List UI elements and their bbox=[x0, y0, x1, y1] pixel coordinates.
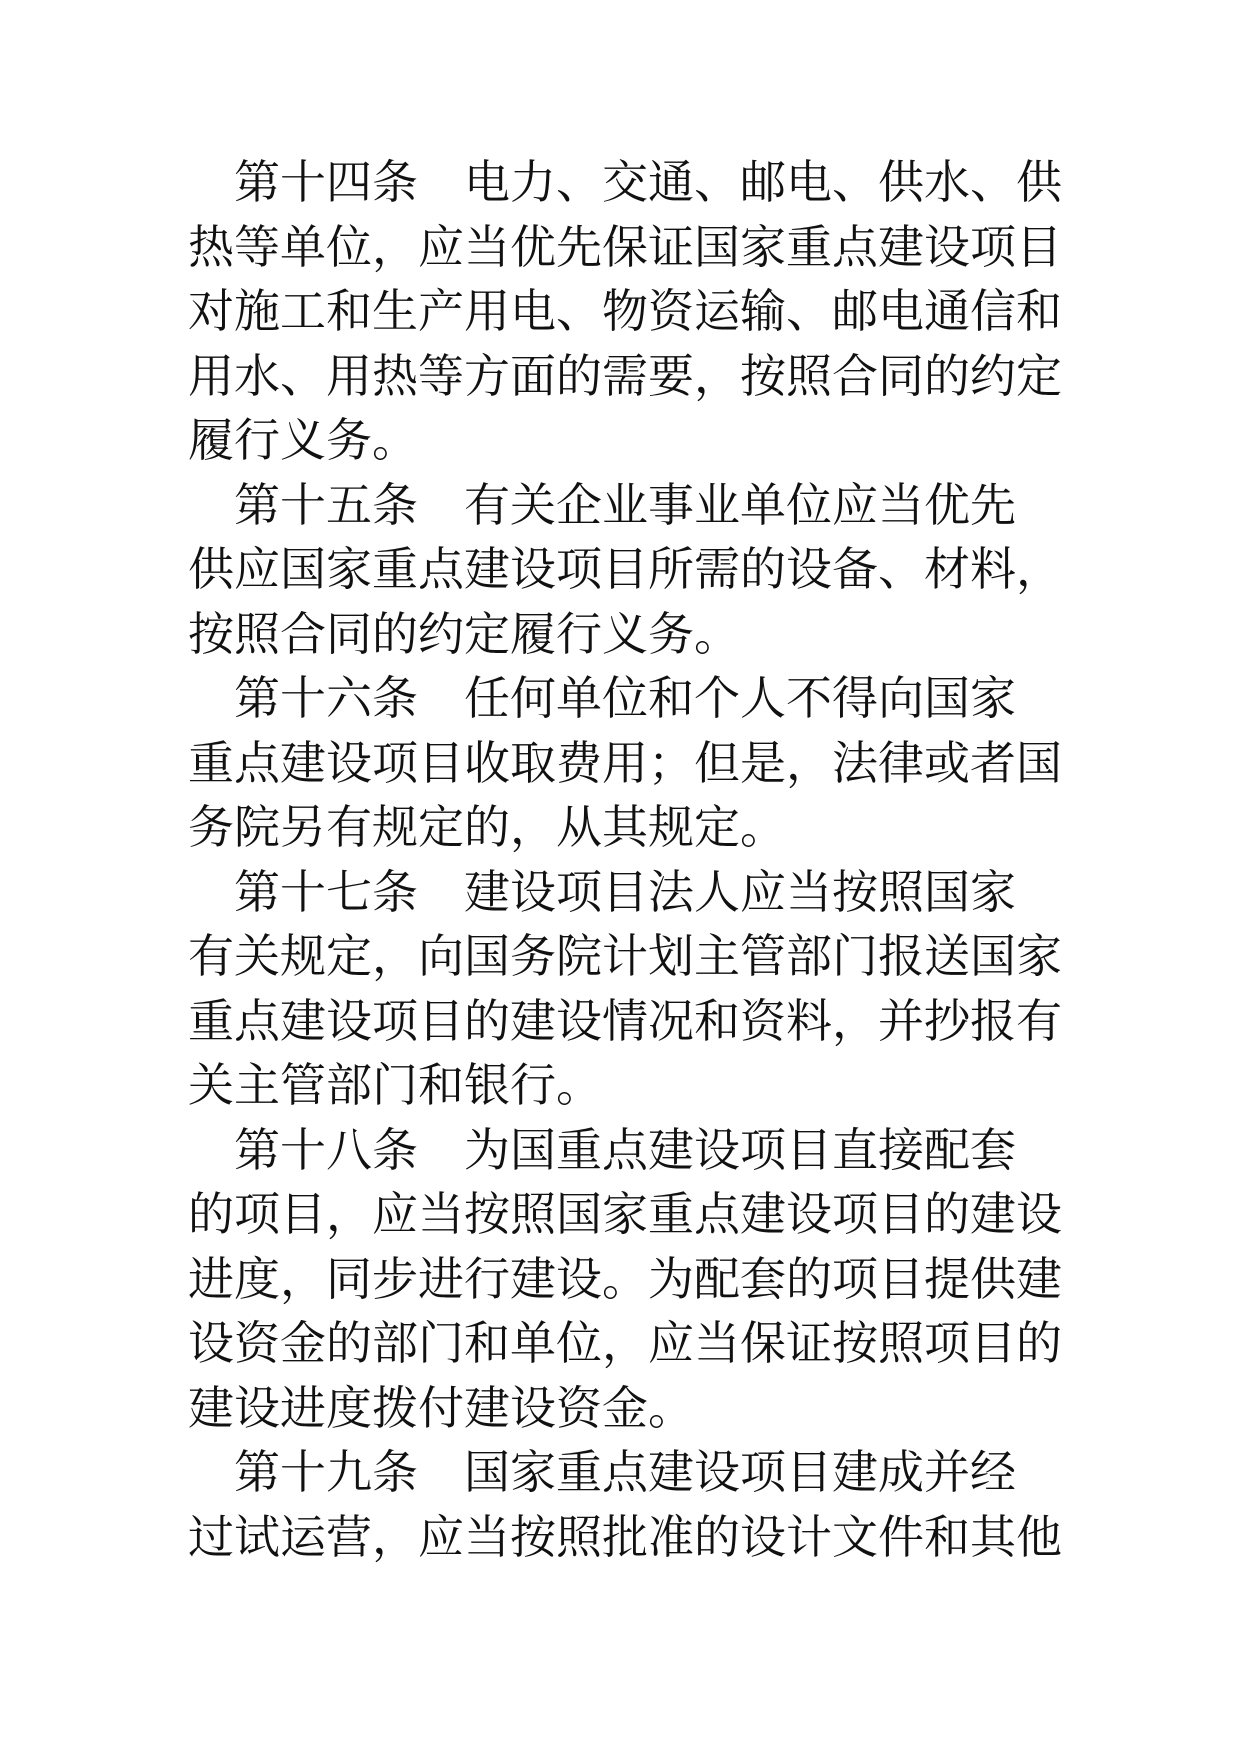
article-number: 第十九条 bbox=[234, 1445, 418, 1499]
article-line: 第十七条 建设项目法人应当按照国家 bbox=[188, 860, 1068, 925]
article-line: 关主管部门和银行。 bbox=[188, 1058, 602, 1112]
article-15 bbox=[188, 473, 1068, 667]
document-body bbox=[188, 150, 1068, 1569]
article-number: 第十八条 bbox=[234, 1122, 418, 1177]
article-16 bbox=[188, 666, 1068, 860]
article-line: 对施工和生产用电、物资运输、邮电通信和 bbox=[188, 284, 1062, 338]
article-14 bbox=[188, 150, 1068, 473]
article-line: 重点建设项目收取费用；但是，法律或者国 bbox=[188, 735, 1062, 790]
article-line: 建设进度拨付建设资金。 bbox=[188, 1380, 694, 1435]
article-19 bbox=[188, 1440, 1068, 1569]
article-line: 用水、用热等方面的需要，按照合同的约定 bbox=[188, 348, 1062, 403]
article-line: 按照合同的约定履行义务。 bbox=[188, 606, 740, 661]
article-line: 过试运营，应当按照批准的设计文件和其他 bbox=[188, 1509, 1062, 1564]
article-line: 第十六条 任何单位和个人不得向国家 bbox=[188, 666, 1068, 731]
article-line: 第十九条 国家重点建设项目建成并经 bbox=[188, 1440, 1068, 1505]
article-17 bbox=[188, 860, 1068, 1118]
article-line: 进度，同步进行建设。为配套的项目提供建 bbox=[188, 1251, 1062, 1306]
article-line: 第十四条 电力、交通、邮电、供水、供 bbox=[188, 150, 1068, 215]
article-line: 热等单位，应当优先保证国家重点建设项目 bbox=[188, 219, 1062, 274]
article-line: 第十八条 为国重点建设项目直接配套 bbox=[188, 1118, 1068, 1183]
article-number: 第十五条 bbox=[234, 477, 418, 532]
article-line: 供应国家重点建设项目所需的设备、材料， bbox=[188, 542, 1062, 596]
article-line: 重点建设项目的建设情况和资料，并抄报有 bbox=[188, 993, 1062, 1048]
article-number: 第十七条 bbox=[234, 864, 418, 919]
article-line: 设资金的部门和单位，应当保证按照项目的 bbox=[188, 1316, 1062, 1370]
article-line: 履行义务。 bbox=[188, 413, 418, 467]
article-18 bbox=[188, 1118, 1068, 1441]
article-number: 第十四条 bbox=[234, 155, 418, 209]
article-number: 第十六条 bbox=[234, 671, 418, 725]
article-line: 的项目，应当按照国家重点建设项目的建设 bbox=[188, 1187, 1062, 1241]
article-line: 务院另有规定的，从其规定。 bbox=[188, 800, 786, 854]
article-line: 有关规定，向国务院计划主管部门报送国家 bbox=[188, 929, 1062, 983]
article-line: 第十五条 有关企业事业单位应当优先 bbox=[188, 473, 1068, 538]
